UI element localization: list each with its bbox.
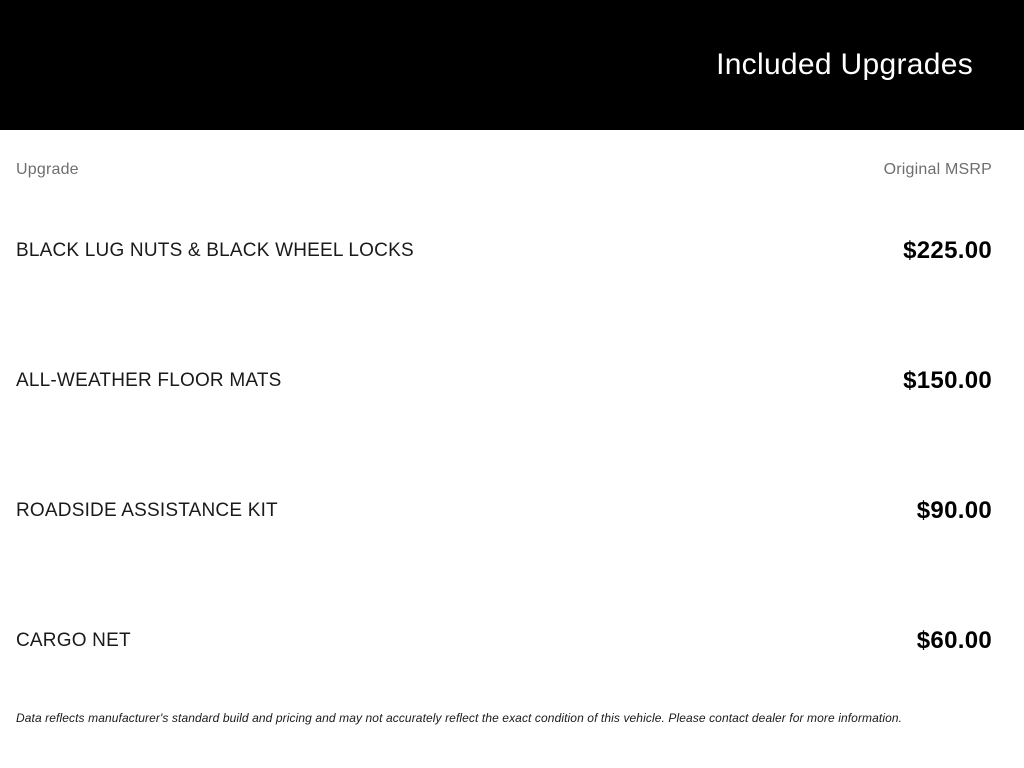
upgrade-price: $60.00 (916, 627, 992, 654)
table-row (16, 316, 992, 446)
upgrade-price: $225.00 (903, 237, 992, 264)
column-header-upgrade: Upgrade (16, 161, 79, 178)
table-row (16, 576, 992, 706)
disclaimer-text: Data reflects manufacturer's standard build and pricing and may not accurately reflect the exact condition of this vehicle. Please contact dealer for more information. (16, 711, 903, 725)
upgrade-name: BLACK LUG NUTS & BLACK WHEEL LOCKS (16, 240, 414, 261)
column-header-original-msrp: Original MSRP (883, 161, 992, 178)
header-banner (0, 0, 1024, 130)
table-header (16, 130, 992, 181)
page-title: Included Upgrades (716, 48, 973, 81)
upgrades-table-body (16, 186, 992, 706)
upgrade-price: $150.00 (903, 367, 992, 394)
table-row (16, 186, 992, 316)
upgrade-price: $90.00 (916, 497, 992, 524)
upgrade-name: CARGO NET (16, 630, 131, 651)
upgrade-name: ALL-WEATHER FLOOR MATS (16, 370, 282, 391)
table-row (16, 446, 992, 576)
upgrade-name: ROADSIDE ASSISTANCE KIT (16, 500, 278, 521)
upgrades-content (0, 130, 1024, 725)
